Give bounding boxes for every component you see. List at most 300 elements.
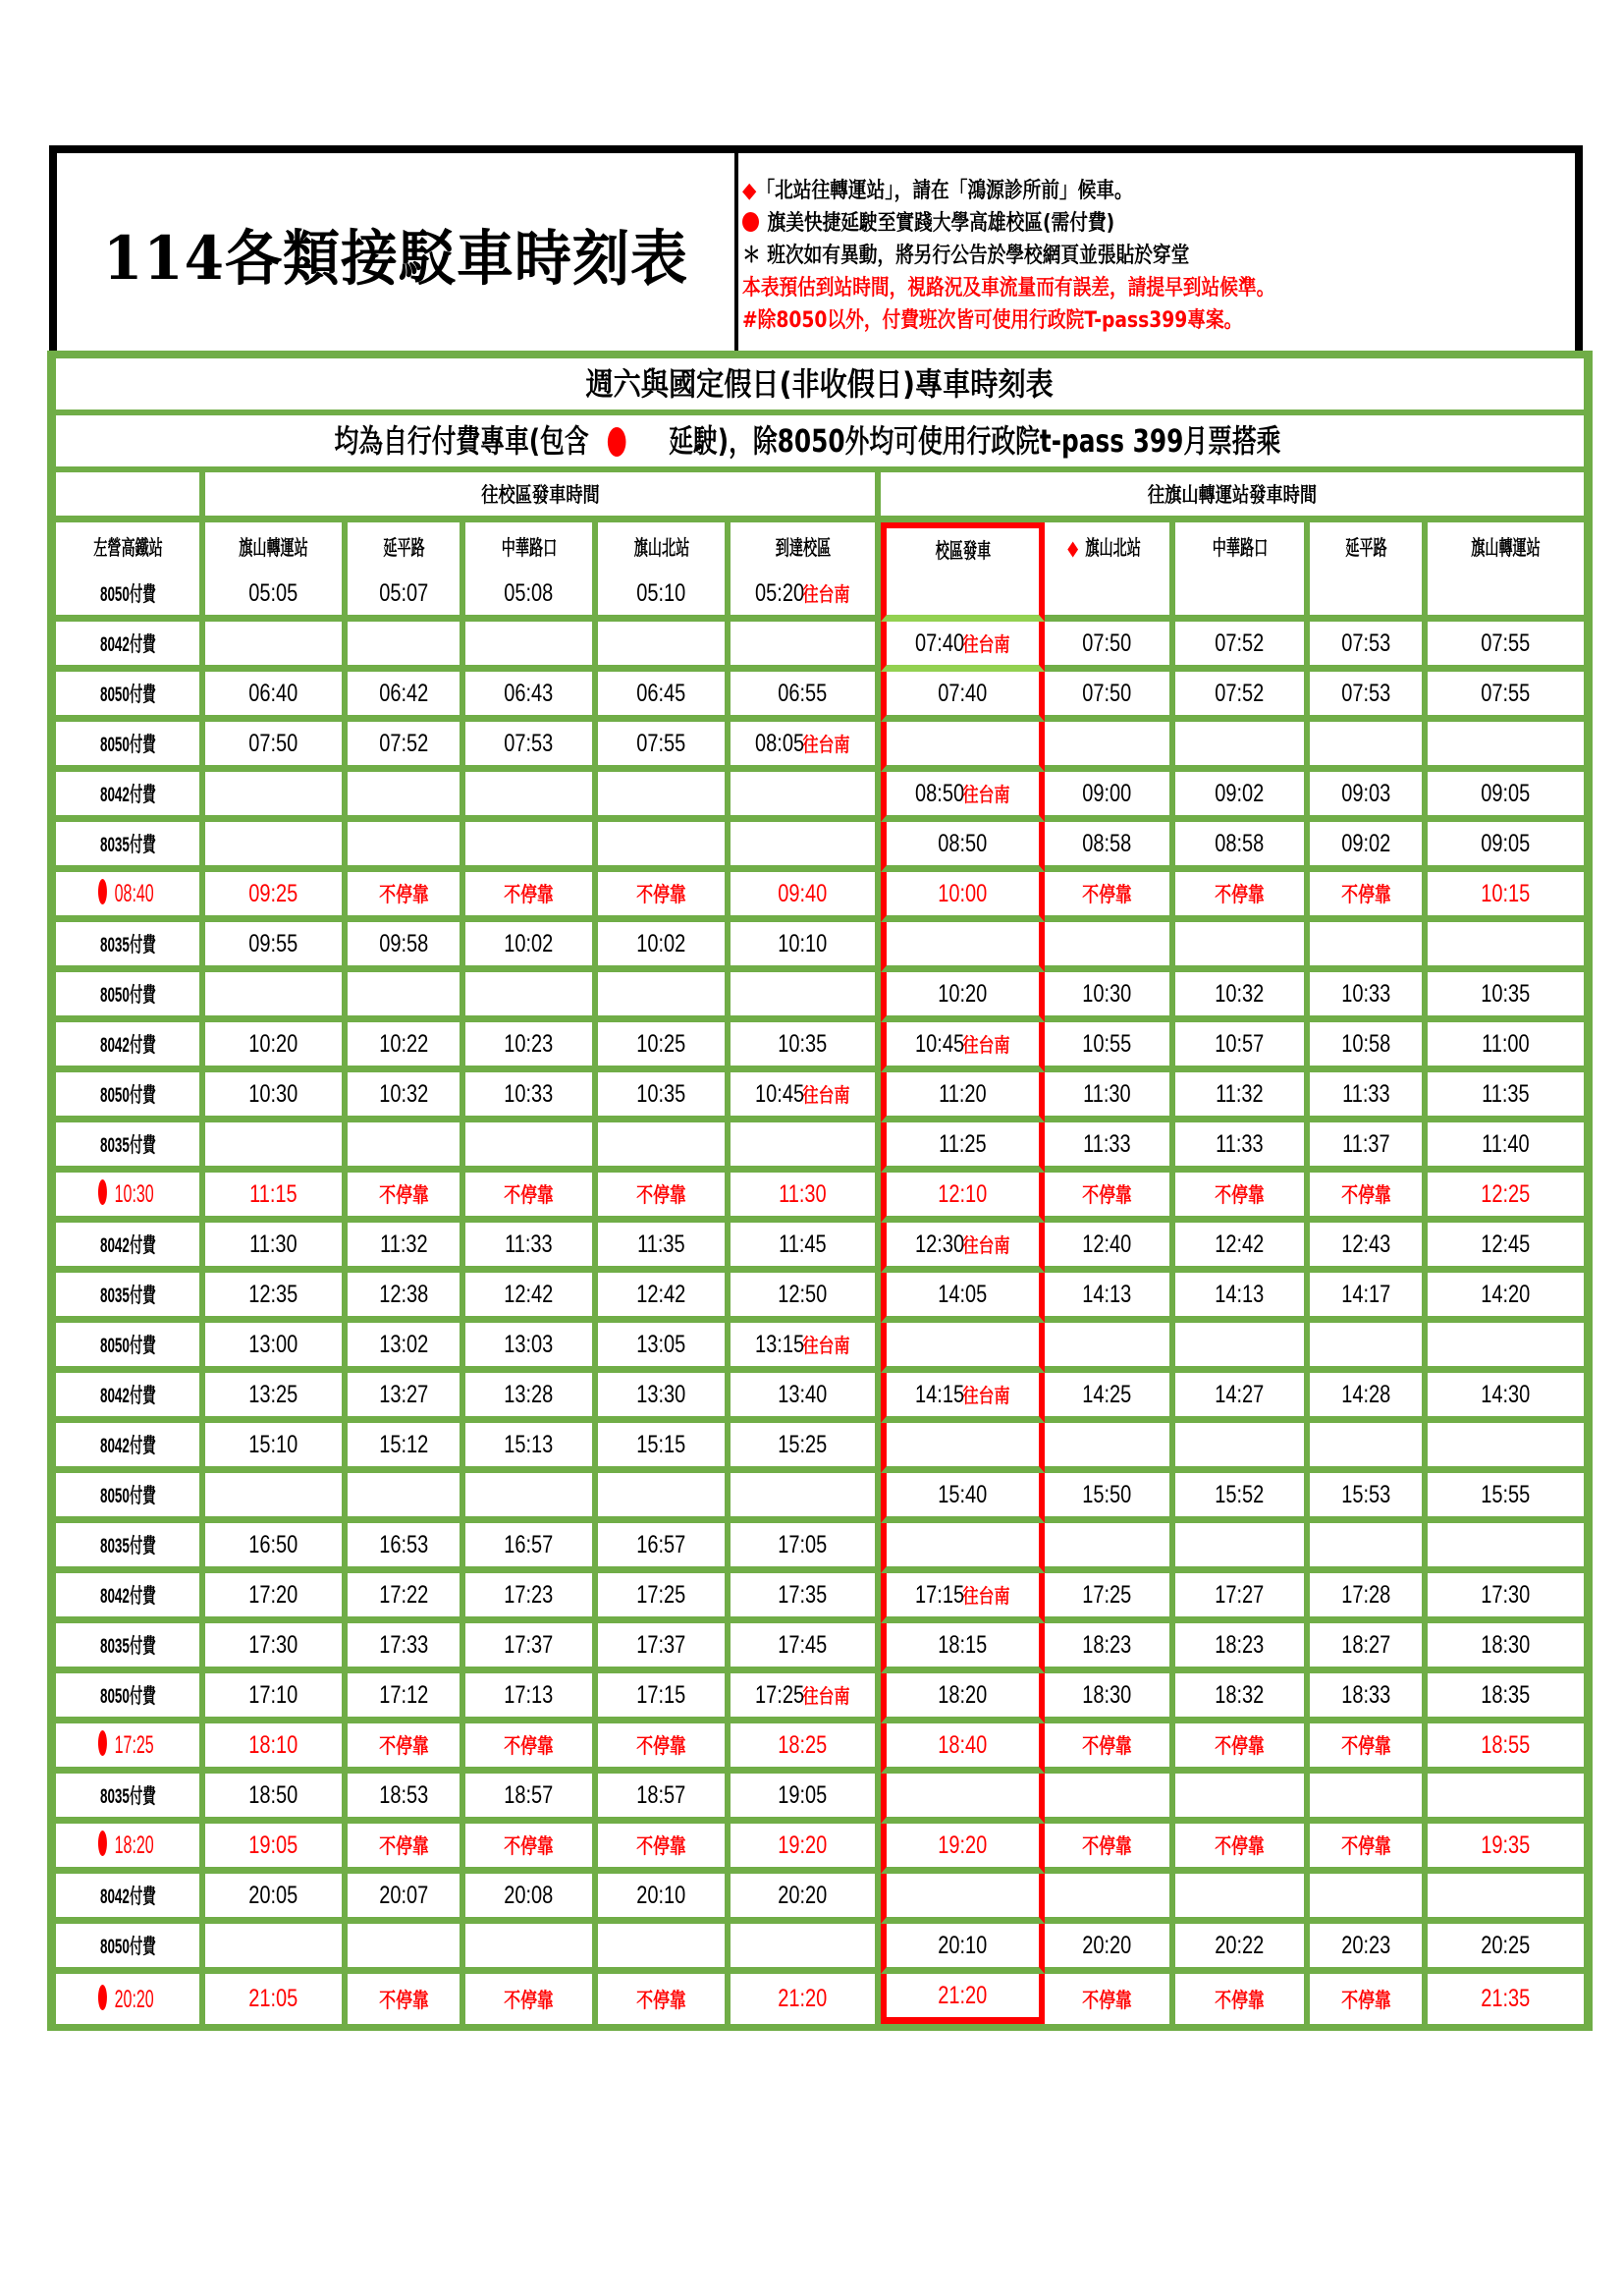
- time-cell: 05:08: [465, 572, 598, 622]
- time-cell: [465, 1122, 598, 1173]
- time-cell: 07:50: [205, 722, 348, 772]
- time-cell: 11:15: [205, 1173, 348, 1223]
- time-cell: [1175, 1323, 1310, 1373]
- time-cell: 不停靠: [1175, 872, 1310, 922]
- time-cell: 15:50: [1045, 1473, 1175, 1523]
- time-cell: [465, 772, 598, 822]
- column-header: 左營高鐵站: [56, 522, 205, 572]
- group-to-campus: 往校區發車時間: [205, 472, 881, 522]
- time-cell: [1045, 722, 1175, 772]
- time-cell: 18:35: [1428, 1673, 1584, 1723]
- time-cell: 不停靠: [1045, 1974, 1175, 2024]
- time-cell: 15:13: [465, 1423, 598, 1473]
- title-cell: [57, 153, 738, 354]
- red-diamond-icon: ◆: [1067, 536, 1079, 560]
- time-cell: 18:10: [205, 1723, 348, 1774]
- time-cell: 17:25: [1045, 1573, 1175, 1623]
- tainan-note: 往台南: [802, 1083, 850, 1107]
- time-cell: 08:58: [1175, 822, 1310, 872]
- column-header: 中華路口: [1175, 522, 1310, 572]
- time-cell: 10:55: [1045, 1022, 1175, 1072]
- time-cell: 21:20: [881, 1974, 1045, 2024]
- time-cell: 11:40: [1428, 1122, 1584, 1173]
- time-cell: [881, 722, 1045, 772]
- time-cell: [1175, 1523, 1310, 1573]
- time-cell: [1310, 1523, 1428, 1573]
- time-cell: 不停靠: [1310, 1723, 1428, 1774]
- table-row: [56, 1824, 1584, 1874]
- time-cell: 10:45往台南: [881, 1022, 1045, 1072]
- time-cell: 10:20: [205, 1022, 348, 1072]
- time-cell: 不停靠: [1175, 1173, 1310, 1223]
- time-cell: [598, 622, 731, 672]
- route-label: 8050付費: [56, 672, 205, 722]
- time-cell: 16:50: [205, 1523, 348, 1573]
- time-cell: 12:42: [1175, 1223, 1310, 1273]
- table-row: [56, 1874, 1584, 1924]
- time-cell: [205, 1473, 348, 1523]
- time-cell: [731, 622, 881, 672]
- time-cell: 20:20: [1045, 1924, 1175, 1974]
- time-cell: 09:02: [1310, 822, 1428, 872]
- time-cell: 12:42: [598, 1273, 731, 1323]
- time-cell: 09:05: [1428, 822, 1584, 872]
- time-cell: 17:12: [348, 1673, 465, 1723]
- time-cell: 07:52: [1175, 672, 1310, 722]
- table-row: [56, 922, 1584, 972]
- red-dot-icon: [608, 427, 626, 457]
- time-cell: [1310, 572, 1428, 622]
- route-label: 8035付費: [56, 1523, 205, 1573]
- time-cell: [205, 622, 348, 672]
- time-cell: [465, 1924, 598, 1974]
- table-row: [56, 722, 1584, 772]
- time-cell: 不停靠: [1045, 1173, 1175, 1223]
- time-cell: 13:00: [205, 1323, 348, 1373]
- time-cell: [465, 972, 598, 1022]
- column-header: 校區發車: [881, 522, 1045, 572]
- column-header: 中華路口: [465, 522, 598, 572]
- table-row: [56, 672, 1584, 722]
- red-dot-icon: [98, 1179, 107, 1205]
- time-cell: 17:20: [205, 1573, 348, 1623]
- time-cell: 19:05: [731, 1774, 881, 1824]
- time-cell: 09:58: [348, 922, 465, 972]
- time-cell: 14:30: [1428, 1373, 1584, 1423]
- tainan-note: 往台南: [802, 733, 850, 756]
- time-cell: 不停靠: [465, 1824, 598, 1874]
- time-cell: 05:10: [598, 572, 731, 622]
- column-header: 到達校區: [731, 522, 881, 572]
- time-cell: 19:35: [1428, 1824, 1584, 1874]
- time-cell: 19:20: [731, 1824, 881, 1874]
- time-cell: 11:33: [1045, 1122, 1175, 1173]
- time-cell: 07:55: [1428, 622, 1584, 672]
- time-cell: 11:25: [881, 1122, 1045, 1173]
- time-cell: 10:33: [465, 1072, 598, 1122]
- time-cell: 不停靠: [598, 872, 731, 922]
- time-cell: 17:33: [348, 1623, 465, 1673]
- table-row: [56, 1022, 1584, 1072]
- time-cell: [1428, 1774, 1584, 1824]
- time-cell: 15:25: [731, 1423, 881, 1473]
- time-cell: 07:52: [348, 722, 465, 772]
- time-cell: 08:05往台南: [731, 722, 881, 772]
- time-cell: 07:55: [598, 722, 731, 772]
- schedule-table: [56, 472, 1584, 2024]
- time-cell: 不停靠: [1175, 1974, 1310, 2024]
- time-cell: [1428, 572, 1584, 622]
- time-cell: 11:30: [1045, 1072, 1175, 1122]
- time-cell: 11:33: [1175, 1122, 1310, 1173]
- tainan-note: 往台南: [962, 783, 1010, 806]
- column-header: ◆ 旗山北站: [1045, 522, 1175, 572]
- time-cell: 不停靠: [348, 1173, 465, 1223]
- route-label: 8050付費: [56, 1673, 205, 1723]
- time-cell: 10:57: [1175, 1022, 1310, 1072]
- time-cell: 17:37: [598, 1623, 731, 1673]
- time-cell: 17:10: [205, 1673, 348, 1723]
- red-dot-icon: [98, 1730, 107, 1756]
- time-cell: 17:28: [1310, 1573, 1428, 1623]
- time-cell: [1310, 1423, 1428, 1473]
- time-cell: 10:45往台南: [731, 1072, 881, 1122]
- time-cell: 16:57: [465, 1523, 598, 1573]
- time-cell: 20:05: [205, 1874, 348, 1924]
- time-cell: 12:30往台南: [881, 1223, 1045, 1273]
- time-cell: [881, 1423, 1045, 1473]
- time-cell: 17:15往台南: [881, 1573, 1045, 1623]
- time-cell: 17:30: [1428, 1573, 1584, 1623]
- note-line: ＊ 班次如有異動，將另行公告於學校網頁並張貼於穿堂: [742, 244, 1190, 268]
- time-cell: [1045, 1523, 1175, 1573]
- time-cell: [1428, 1323, 1584, 1373]
- time-cell: 07:53: [1310, 622, 1428, 672]
- group-header-row: [56, 472, 1584, 522]
- time-cell: [598, 822, 731, 872]
- time-cell: [348, 772, 465, 822]
- route-label: 8050付費: [56, 722, 205, 772]
- route-label: 08:40: [56, 872, 205, 922]
- column-header: 延平路: [1310, 522, 1428, 572]
- time-cell: [598, 1924, 731, 1974]
- time-cell: 不停靠: [598, 1723, 731, 1774]
- time-cell: 10:23: [465, 1022, 598, 1072]
- time-cell: 18:15: [881, 1623, 1045, 1673]
- time-cell: [348, 1122, 465, 1173]
- time-cell: [1310, 1774, 1428, 1824]
- time-cell: 10:25: [598, 1022, 731, 1072]
- column-header: 旗山北站: [598, 522, 731, 572]
- table-row: [56, 1373, 1584, 1423]
- tainan-note: 往台南: [802, 1334, 850, 1357]
- time-cell: 17:15: [598, 1673, 731, 1723]
- column-header: 旗山轉運站: [205, 522, 348, 572]
- tainan-note: 往台南: [962, 1384, 1010, 1407]
- time-cell: [731, 822, 881, 872]
- time-cell: [731, 972, 881, 1022]
- time-cell: 20:20: [731, 1874, 881, 1924]
- time-cell: 12:42: [465, 1273, 598, 1323]
- time-cell: [598, 1122, 731, 1173]
- time-cell: 不停靠: [465, 1974, 598, 2024]
- time-cell: 18:32: [1175, 1673, 1310, 1723]
- time-cell: 12:43: [1310, 1223, 1428, 1273]
- time-cell: 17:25: [598, 1573, 731, 1623]
- time-cell: 17:05: [731, 1523, 881, 1573]
- time-cell: [1310, 1323, 1428, 1373]
- time-cell: 14:15往台南: [881, 1373, 1045, 1423]
- route-label: 8035付費: [56, 922, 205, 972]
- time-cell: 14:13: [1045, 1273, 1175, 1323]
- time-cell: 不停靠: [465, 872, 598, 922]
- time-cell: 不停靠: [598, 1824, 731, 1874]
- route-label: 8042付費: [56, 1022, 205, 1072]
- time-cell: 13:03: [465, 1323, 598, 1373]
- time-cell: 不停靠: [1045, 872, 1175, 922]
- time-cell: 12:25: [1428, 1173, 1584, 1223]
- time-cell: 07:52: [1175, 622, 1310, 672]
- time-cell: [598, 772, 731, 822]
- time-cell: 18:23: [1175, 1623, 1310, 1673]
- route-label: 8035付費: [56, 1273, 205, 1323]
- time-cell: [1175, 572, 1310, 622]
- time-cell: 11:33: [1310, 1072, 1428, 1122]
- time-cell: 不停靠: [348, 1974, 465, 2024]
- time-cell: 11:33: [465, 1223, 598, 1273]
- time-cell: 14:27: [1175, 1373, 1310, 1423]
- time-cell: [881, 1523, 1045, 1573]
- route-label: 8042付費: [56, 622, 205, 672]
- time-cell: 19:20: [881, 1824, 1045, 1874]
- time-cell: [348, 822, 465, 872]
- time-cell: [1310, 1874, 1428, 1924]
- time-cell: [348, 1473, 465, 1523]
- time-cell: [1045, 1774, 1175, 1824]
- time-cell: 05:05: [205, 572, 348, 622]
- time-cell: 18:30: [1045, 1673, 1175, 1723]
- time-cell: [1045, 1423, 1175, 1473]
- time-cell: [598, 1473, 731, 1523]
- group-to-qishan: 往旗山轉運站發車時間: [881, 472, 1584, 522]
- time-cell: 08:50: [881, 822, 1045, 872]
- time-cell: 09:03: [1310, 772, 1428, 822]
- table-row: [56, 622, 1584, 672]
- time-cell: [731, 772, 881, 822]
- time-cell: 17:30: [205, 1623, 348, 1673]
- table-row: [56, 1423, 1584, 1473]
- table-row: [56, 822, 1584, 872]
- time-cell: [465, 1473, 598, 1523]
- timetable-title: 週六與國定假日(非收假日)專車時刻表: [56, 358, 1584, 410]
- time-cell: 17:22: [348, 1573, 465, 1623]
- time-cell: 不停靠: [1310, 1974, 1428, 2024]
- time-cell: 17:45: [731, 1623, 881, 1673]
- time-cell: 10:35: [731, 1022, 881, 1072]
- time-cell: 12:50: [731, 1273, 881, 1323]
- time-cell: 11:30: [731, 1173, 881, 1223]
- route-label: 20:20: [56, 1974, 205, 2024]
- time-cell: 20:08: [465, 1874, 598, 1924]
- time-cell: 11:00: [1428, 1022, 1584, 1072]
- time-cell: 10:32: [1175, 972, 1310, 1022]
- time-cell: 17:25往台南: [731, 1673, 881, 1723]
- time-cell: 不停靠: [1310, 1824, 1428, 1874]
- time-cell: 10:10: [731, 922, 881, 972]
- time-cell: [881, 1323, 1045, 1373]
- time-cell: 10:02: [465, 922, 598, 972]
- time-cell: 15:40: [881, 1473, 1045, 1523]
- table-row: [56, 1673, 1584, 1723]
- time-cell: 12:45: [1428, 1223, 1584, 1273]
- time-cell: 10:30: [205, 1072, 348, 1122]
- table-row: [56, 1273, 1584, 1323]
- time-cell: 不停靠: [1045, 1824, 1175, 1874]
- table-row: [56, 1623, 1584, 1673]
- time-cell: 12:10: [881, 1173, 1045, 1223]
- red-dot-icon: [742, 212, 759, 232]
- time-cell: 10:22: [348, 1022, 465, 1072]
- time-cell: 16:53: [348, 1523, 465, 1573]
- route-label: 8042付費: [56, 1874, 205, 1924]
- time-cell: [1428, 1423, 1584, 1473]
- time-cell: 20:07: [348, 1874, 465, 1924]
- column-header-row: [56, 522, 1584, 572]
- timetable: [47, 351, 1593, 2031]
- time-cell: 21:05: [205, 1974, 348, 2024]
- table-row: [56, 1072, 1584, 1122]
- route-label: 8035付費: [56, 1774, 205, 1824]
- time-cell: 11:32: [348, 1223, 465, 1273]
- time-cell: 10:02: [598, 922, 731, 972]
- table-row: [56, 772, 1584, 822]
- route-label: 8042付費: [56, 1573, 205, 1623]
- time-cell: 18:53: [348, 1774, 465, 1824]
- time-cell: 20:22: [1175, 1924, 1310, 1974]
- time-cell: [1175, 1874, 1310, 1924]
- time-cell: [465, 622, 598, 672]
- time-cell: 14:13: [1175, 1273, 1310, 1323]
- time-cell: 05:20往台南: [731, 572, 881, 622]
- time-cell: 05:07: [348, 572, 465, 622]
- time-cell: [881, 1874, 1045, 1924]
- time-cell: 不停靠: [598, 1974, 731, 2024]
- time-cell: 不停靠: [1310, 872, 1428, 922]
- route-label: 8042付費: [56, 1423, 205, 1473]
- time-cell: 10:30: [1045, 972, 1175, 1022]
- time-cell: [731, 1473, 881, 1523]
- red-dot-icon: [98, 879, 107, 904]
- time-cell: 09:25: [205, 872, 348, 922]
- time-cell: 10:35: [598, 1072, 731, 1122]
- time-cell: [348, 972, 465, 1022]
- route-label: 8050付費: [56, 1924, 205, 1974]
- route-label: 8035付費: [56, 822, 205, 872]
- time-cell: [1175, 722, 1310, 772]
- time-cell: 12:38: [348, 1273, 465, 1323]
- time-cell: 07:40: [881, 672, 1045, 722]
- time-cell: 20:10: [881, 1924, 1045, 1974]
- time-cell: [1175, 1423, 1310, 1473]
- time-cell: 18:33: [1310, 1673, 1428, 1723]
- time-cell: [881, 922, 1045, 972]
- time-cell: [1428, 1874, 1584, 1924]
- time-cell: [731, 1122, 881, 1173]
- time-cell: 15:12: [348, 1423, 465, 1473]
- time-cell: 13:05: [598, 1323, 731, 1373]
- time-cell: [1045, 922, 1175, 972]
- time-cell: 11:20: [881, 1072, 1045, 1122]
- time-cell: [881, 1774, 1045, 1824]
- time-cell: 16:57: [598, 1523, 731, 1573]
- table-row: [56, 1523, 1584, 1573]
- time-cell: 08:50往台南: [881, 772, 1045, 822]
- time-cell: 14:17: [1310, 1273, 1428, 1323]
- table-row: [56, 1974, 1584, 2024]
- time-cell: 07:50: [1045, 672, 1175, 722]
- note-line: 旗美快捷延駛至實踐大學高雄校區(需付費): [742, 207, 1450, 240]
- column-header: 旗山轉運站: [1428, 522, 1584, 572]
- time-cell: 10:00: [881, 872, 1045, 922]
- time-cell: [465, 822, 598, 872]
- time-cell: 18:57: [598, 1774, 731, 1824]
- tainan-note: 往台南: [962, 1233, 1010, 1257]
- time-cell: 06:40: [205, 672, 348, 722]
- tainan-note: 往台南: [802, 582, 850, 606]
- time-cell: 19:05: [205, 1824, 348, 1874]
- time-cell: 18:40: [881, 1723, 1045, 1774]
- route-label: 8035付費: [56, 1623, 205, 1673]
- time-cell: 09:00: [1045, 772, 1175, 822]
- time-cell: 09:40: [731, 872, 881, 922]
- time-cell: 不停靠: [348, 872, 465, 922]
- time-cell: 13:40: [731, 1373, 881, 1423]
- time-cell: 21:35: [1428, 1974, 1584, 2024]
- time-cell: 17:23: [465, 1573, 598, 1623]
- time-cell: 10:20: [881, 972, 1045, 1022]
- time-cell: 15:53: [1310, 1473, 1428, 1523]
- time-cell: 18:23: [1045, 1623, 1175, 1673]
- notes-panel: [738, 153, 1575, 354]
- tainan-note: 往台南: [962, 1584, 1010, 1608]
- time-cell: [1045, 572, 1175, 622]
- time-cell: 09:05: [1428, 772, 1584, 822]
- time-cell: [205, 1924, 348, 1974]
- time-cell: 10:35: [1428, 972, 1584, 1022]
- column-header: 延平路: [348, 522, 465, 572]
- empty-corner: [56, 472, 205, 522]
- time-cell: 17:37: [465, 1623, 598, 1673]
- time-cell: 11:35: [598, 1223, 731, 1273]
- time-cell: 10:32: [348, 1072, 465, 1122]
- time-cell: 06:45: [598, 672, 731, 722]
- time-cell: 13:28: [465, 1373, 598, 1423]
- time-cell: 17:13: [465, 1673, 598, 1723]
- red-dot-icon: [98, 1831, 107, 1856]
- time-cell: 18:25: [731, 1723, 881, 1774]
- time-cell: 20:23: [1310, 1924, 1428, 1974]
- time-cell: 15:10: [205, 1423, 348, 1473]
- time-cell: 11:37: [1310, 1122, 1428, 1173]
- time-cell: 不停靠: [1310, 1173, 1428, 1223]
- time-cell: [1428, 1523, 1584, 1573]
- time-cell: 12:35: [205, 1273, 348, 1323]
- time-cell: 07:40往台南: [881, 622, 1045, 672]
- table-row: [56, 872, 1584, 922]
- time-cell: 07:55: [1428, 672, 1584, 722]
- time-cell: 18:27: [1310, 1623, 1428, 1673]
- time-cell: 14:28: [1310, 1373, 1428, 1423]
